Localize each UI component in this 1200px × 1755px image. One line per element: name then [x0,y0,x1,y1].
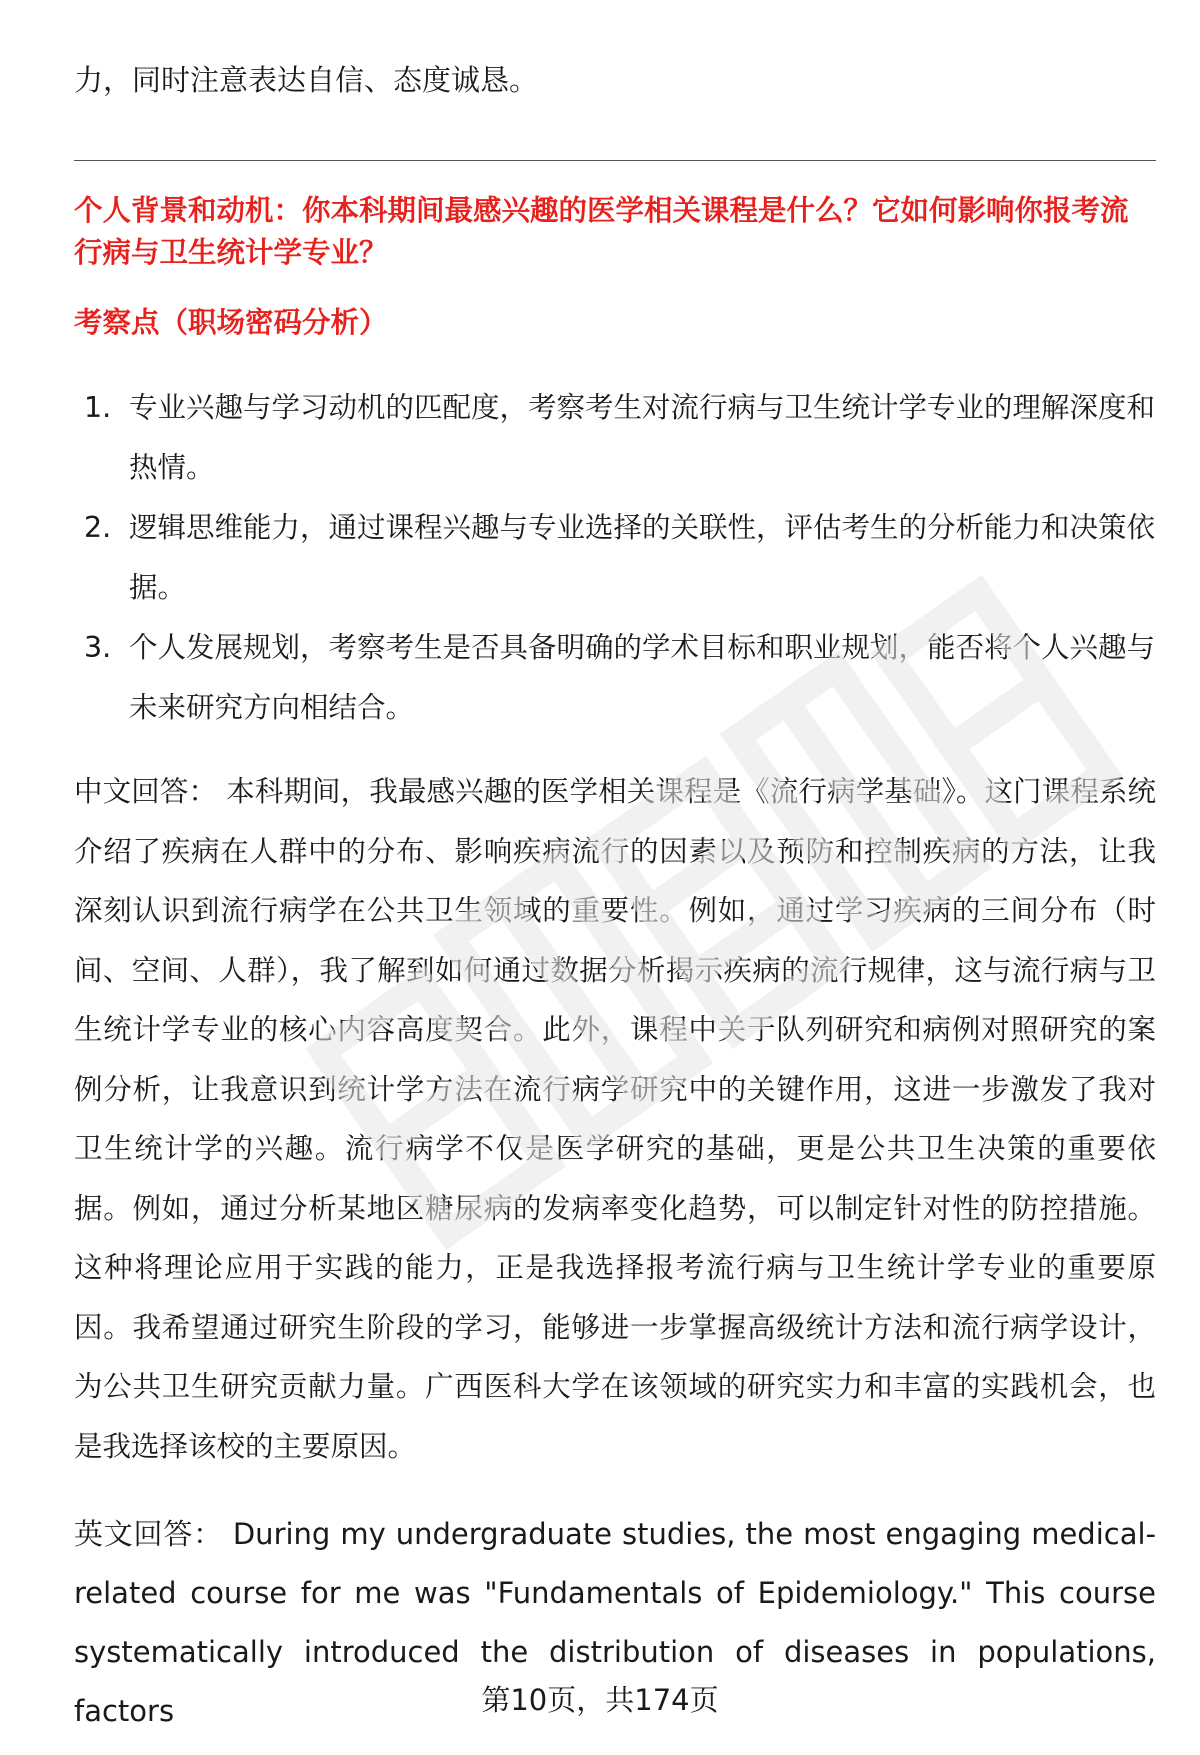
list-item [74,378,1156,498]
english-answer: 英文回答： During my undergraduate studies, the most engaging medical-related course for me was "Fundamentals of Epidemiology." This course systematically introduced the distribution of diseases in populations, factors [74,1517,1156,1728]
continued-text: 力，同时注意表达自信、态度诚恳。 [74,63,539,97]
section-divider [74,160,1156,161]
list-item-text: 个人发展规划，考察考生是否具备明确的学术目标和职业规划，能否将个人兴趣与未来研究方向相结合。 [129,631,1156,724]
page-number: 第10页，共174页 [481,1683,719,1717]
list-item [74,618,1156,738]
list-number: 2. [84,511,112,544]
list-item-text: 逻辑思维能力，通过课程兴趣与专业选择的关联性，评估考生的分析能力和决策依据。 [129,511,1156,604]
list-number: 1. [84,391,112,424]
focus-points-list [74,378,1156,738]
interview-question: 个人背景和动机：你本科期间最感兴趣的医学相关课程是什么？它如何影响你报考流行病与卫生统计学专业？ [74,194,1129,269]
list-number: 3. [84,631,112,664]
focus-points-heading: 考察点（职场密码分析） [74,306,388,339]
list-item-text: 专业兴趣与学习动机的匹配度，考察考生对流行病与卫生统计学专业的理解深度和热情。 [129,391,1156,484]
list-item [74,498,1156,618]
chinese-answer: 中文回答： 本科期间，我最感兴趣的医学相关课程是《流行病学基础》。这门课程系统介绍了疾病在人群中的分布、影响疾病流行的因素以及预防和控制疾病的方法，让我深刻认识到流行病学在公共卫生领域的重要性。例如，通过学习疾病的三间分布（时间、空间、人群），我了解到如何通过数据分析揭示疾病的流行规律，这与流行病与卫生统计学专业的核心内容高度契合。此外，课程中关于队列研究和病例对照研究的案例分析，让我意识到统计学方法在流行病学研究中的关键作用，这进一步激发了我对卫生统计学的兴趣。流行病学不仅是医学研究的基础，更是公共卫生决策的重要依据。例如，通过分析某地区糖尿病的发病率变化趋势，可以制定针对性的防控措施。这种将理论应用于实践的能力，正是我选择报考流行病与卫生统计学专业的重要原因。我希望通过研究生阶段的学习，能够进一步掌握高级统计方法和流行病学设计，为公共卫生研究贡献力量。广西医科大学在该领域的研究实力和丰富的实践机会，也是我选择该校的主要原因。 [74,775,1156,1463]
